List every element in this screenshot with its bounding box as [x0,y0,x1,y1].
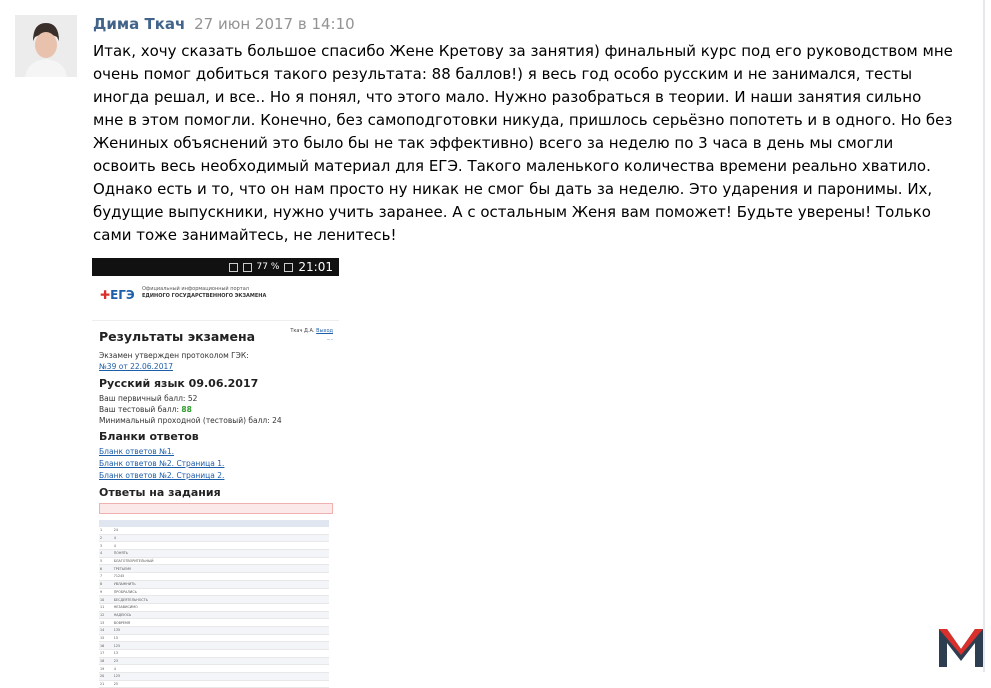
test-score: Ваш тестовый балл: 88 [99,405,192,414]
table-row: 2 4 [99,534,329,542]
table-row: 13 ВОВРЕМЯ [99,619,329,627]
author-name[interactable]: Дима Ткач [93,15,186,33]
post-date[interactable]: 27 июн 2017 в 14:10 [194,15,355,33]
wifi-icon [229,263,238,272]
ege-logo: ✚ЕГЭ [100,288,135,302]
table-row: 11 НЕЗАВИСИМО [99,603,329,611]
table-row: 19 4 [99,665,329,673]
logout-link[interactable]: Выход [316,328,333,334]
status-time: 21:01 [298,260,333,274]
subject-title: Русский язык 09.06.2017 [99,377,259,390]
battery-level: 77 % [256,262,280,272]
primary-score: Ваш первичный балл: 52 [99,394,198,403]
notice-box [99,503,333,514]
table-row: 10 БЕСДЕЯТЕЛЬНОСТЬ [99,596,329,604]
table-row: 5 БЛАГОТВОРИТЕЛЬНЫЙ [99,557,329,565]
portal-header [92,276,339,321]
user-info: Ткач Д.А. Выход [290,328,333,334]
table-row: 20 125 [99,673,329,681]
table-row: 18 23 [99,657,329,665]
protocol-text: Экзамен утвержден протоколом ГЭК: [99,351,249,360]
blank-link-2[interactable]: Бланк ответов №2. Страница 1. [99,459,225,468]
table-row: 9 ПРОБРАЛИСЬ [99,588,329,596]
blank-link-1[interactable]: Бланк ответов №1. [99,447,175,456]
media-logo [937,625,985,669]
min-score: Минимальный проходной (тестовый) балл: 24 [99,416,282,425]
table-row: 4 ПОНЯТЬ [99,550,329,558]
results-title: Результаты экзамена [99,329,256,344]
table-row: 21 25 [99,680,329,688]
table-row: 16 125 [99,642,329,650]
post-header [93,15,355,33]
protocol-link[interactable]: №39 от 22.06.2017 [99,362,174,371]
table-row: 6 ТРЕТЬЕМУ [99,565,329,573]
signal-icon [243,263,252,272]
table-row: 12 НАДЕЮСЬ [99,611,329,619]
portal-title: Официальный информационный портал ЕДИНОГО ГОСУДАРСТВЕННОГО ЭКЗАМЕНА [142,286,267,299]
answers-title: Ответы на задания [99,486,221,499]
table-row: 3 4 [99,542,329,550]
table-row: 15 15 [99,634,329,642]
blank-link-3[interactable]: Бланк ответов №2. Страница 2. [99,471,225,480]
table-row: 17 13 [99,650,329,658]
table-row: 8 УВЛАЖНИТЬ [99,580,329,588]
attached-photo[interactable] [92,258,339,687]
user-settings-link[interactable]: ····· [326,337,333,342]
answers-table [99,520,329,688]
post-text: Итак, хочу сказать большое спасибо Жене Кретову за занятия) финальный курс под его руководством мне очень помог добиться такого результата: 88 баллов!) я весь год особо русским и не занимался, тесты иногда решал, и все.. Но я понял, что этого мало. Нужно разобраться в теории. И наши занятия сильно мне в этом помогли. Конечно, без самоподготовки никуда, пришлось серьёзно попотеть и в одного. Но без Жениных объяснений это было бы не так эффективно) всего за неделю по 3 часа в день мы смогли освоить весь необходимый материал для ЕГЭ. Такого маленького количества времени реально хватило. Однако есть и то, что он нам просто ну никак не смог бы дать за неделю. Это ударения и паронимы. Их, будущие выпускники, нужно учить заранее. А с остальным Женя вам поможет! Будьте уверены! Только сами тоже занимайтесь, не ленитесь! [93,42,953,244]
results-content [99,324,333,688]
blanks-title: Бланки ответов [99,430,199,443]
table-row: 14 135 [99,626,329,634]
author-avatar[interactable] [15,15,77,77]
person-icon [15,15,77,77]
phone-status-bar [92,258,339,276]
divider [983,0,985,672]
battery-icon [284,263,293,272]
table-row: 1 24 [99,527,329,534]
table-row: 7 71245 [99,573,329,581]
